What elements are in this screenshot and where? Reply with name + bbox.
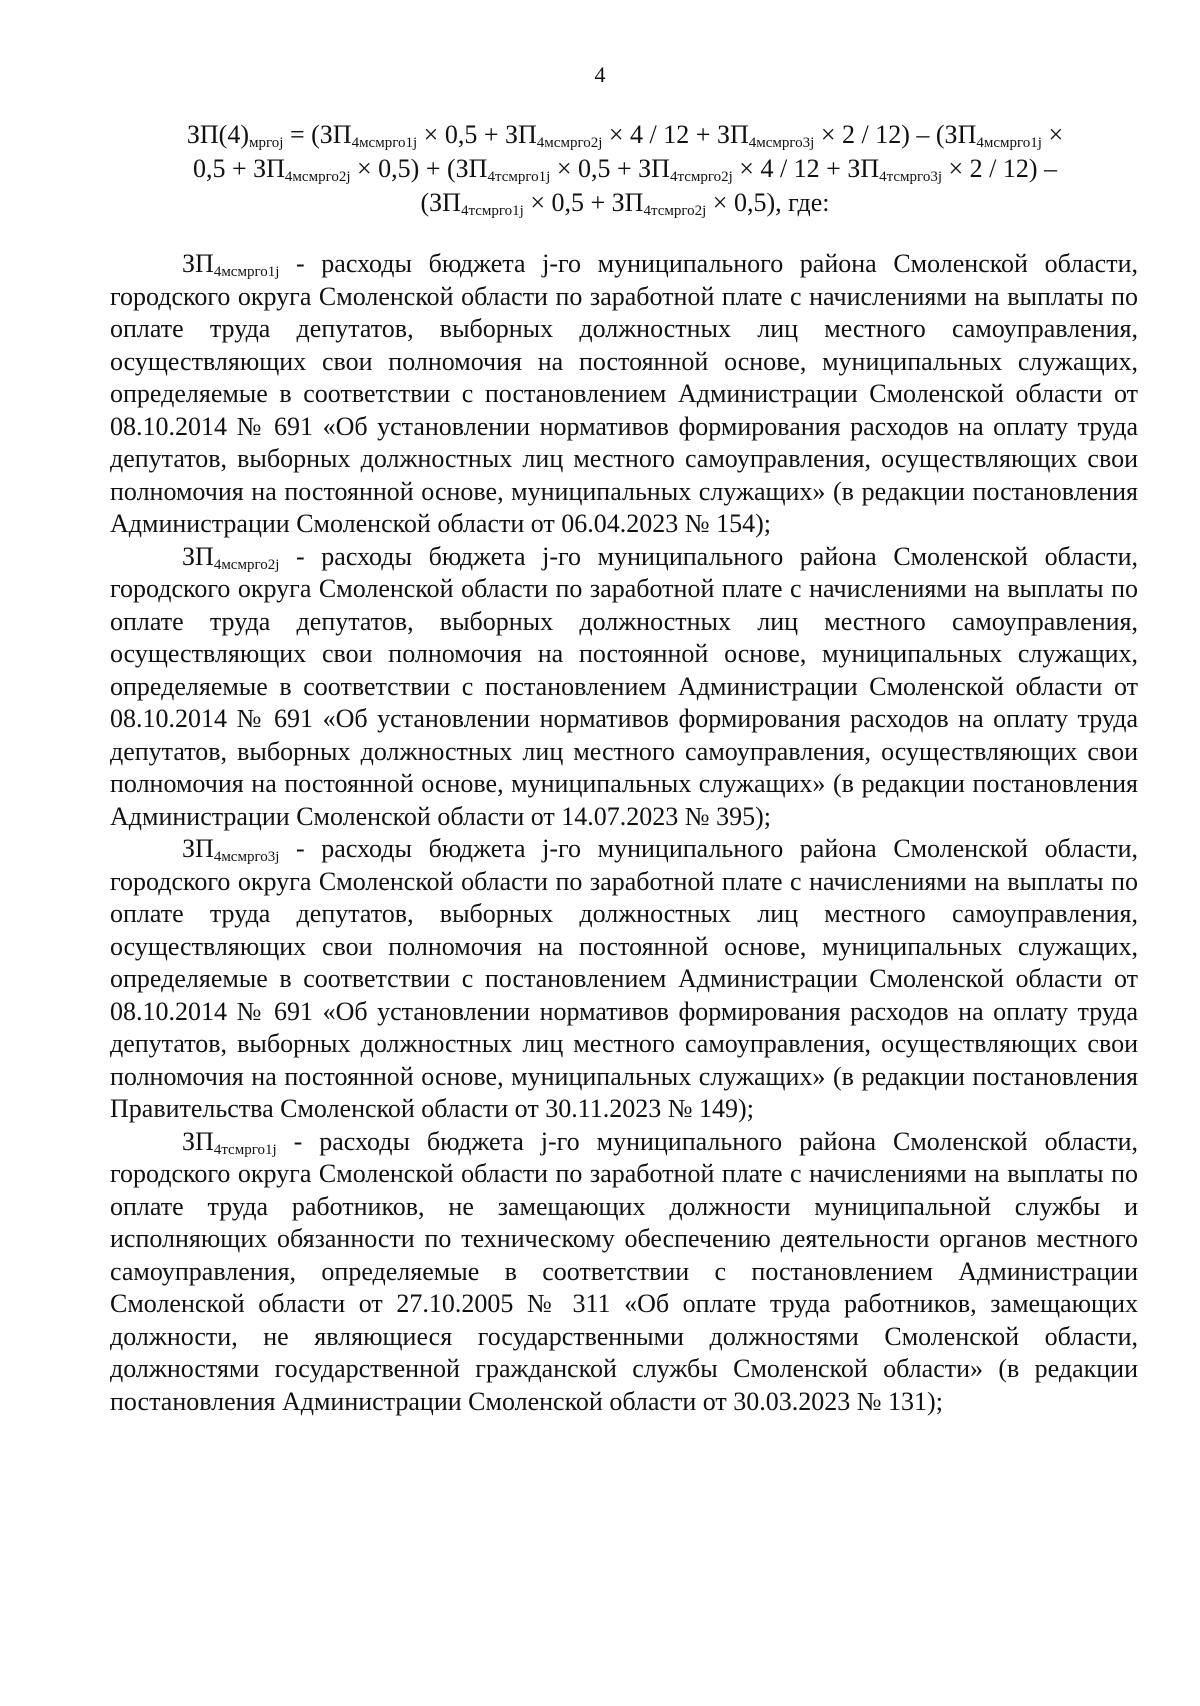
definition-text: - расходы бюджета j-го муниципального района Смоленской области, городского округа Смоленской области по заработной плате с начислениями на выплаты по оплате труда депутатов, выборных должностных лиц местного самоуправления, осуществляющих свои полномочия на постоянной основе, муниципальных служащих, определяемые в соответствии с постановлением Администрации Смоленской области от 08.10.2014 № 691 «Об установлении нормативов формирования расходов на оплату труда депутатов, выборных должностных лиц местного самоуправления, осуществляющих свои полномочия на постоянной основе, муниципальных служащих» (в редакции постановления Правительства Смоленской области от 30.11.2023 № 149); [110, 834, 1138, 1123]
formula-subscript: 4мсмрго2j [536, 135, 603, 151]
formula-line-1 [100, 118, 1150, 152]
formula-text: × 0,5), где: [706, 188, 830, 217]
definition-subscript: 4тсмрго1j [213, 1141, 277, 1158]
formula-text: × 0,5 + ЗП [417, 120, 537, 149]
formula-text: × 4 / 12 + ЗП [602, 120, 749, 149]
formula-subscript: 4тсмрго3j [879, 169, 942, 185]
definition-paragraph [110, 833, 1138, 1126]
definition-text: - расходы бюджета j-го муниципального района Смоленской области, городского округа Смоленской области по заработной плате с начислениями на выплаты по оплате труда депутатов, выборных должностных лиц местного самоуправления, осуществляющих свои полномочия на постоянной основе, муниципальных служащих, определяемые в соответствии с постановлением Администрации Смоленской области от 08.10.2014 № 691 «Об установлении нормативов формирования расходов на оплату труда депутатов, выборных должностных лиц местного самоуправления, осуществляющих свои полномочия на постоянной основе, муниципальных служащих» (в редакции постановления Администрации Смоленской области от 06.04.2023 № 154); [110, 249, 1138, 538]
formula-subscript: 4тсмрго1j [487, 169, 551, 185]
definition-paragraph [110, 1126, 1138, 1419]
formula-subscript: 4мсмрго1j [351, 135, 418, 151]
definition-paragraph [110, 541, 1138, 834]
formula-subscript: 4тсмрго1j [460, 203, 524, 219]
formula [100, 118, 1150, 220]
formula-text: × 2 / 12) – [942, 154, 1058, 183]
definition-subscript: 4мсмрго2j [213, 556, 280, 573]
formula-text: × 0,5) + (ЗП [350, 154, 488, 183]
definition-subscript: 4мсмрго3j [213, 849, 280, 865]
formula-subscript: 4мсмрго1j [976, 135, 1042, 151]
formula-subscript: 4тсмрго2j [669, 169, 733, 185]
definition-symbol: ЗП [182, 249, 214, 278]
formula-line-3 [100, 186, 1150, 220]
formula-text: 0,5 + ЗП [192, 154, 285, 183]
formula-subscript: 4мсмрго3j [748, 135, 815, 151]
formula-text: × 2 / 12) – (ЗП [814, 120, 977, 149]
definition-symbol: ЗП [182, 1126, 214, 1156]
formula-text: × 0,5 + ЗП [550, 154, 670, 183]
definition-text: - расходы бюджета j-го муниципального района Смоленской области, городского округа Смоленской области по заработной плате с начислениями на выплаты по оплате труда депутатов, выборных должностных лиц местного самоуправления, осуществляющих свои полномочия на постоянной основе, муниципальных служащих, определяемые в соответствии с постановлением Администрации Смоленской области от 08.10.2014 № 691 «Об установлении нормативов формирования расходов на оплату труда депутатов, выборных должностных лиц местного самоуправления, осуществляющих свои полномочия на постоянной основе, муниципальных служащих» (в редакции постановления Администрации Смоленской области от 14.07.2023 № 395); [110, 541, 1138, 831]
definition-subscript: 4мсмрго1j [213, 264, 280, 280]
definition-paragraph [110, 248, 1138, 541]
formula-subscript: 4мсмрго2j [284, 169, 351, 185]
formula-text: ЗП(4) [186, 120, 249, 149]
formula-text: × [1041, 120, 1064, 149]
page-number: 4 [594, 62, 606, 87]
definition-text: - расходы бюджета j-го муниципального района Смоленской области, городского округа Смоленской области по заработной плате с начислениями на выплаты по оплате труда работников, не замещающих должности муниципальной службы и исполняющих обязанности по техническому обеспечению деятельности органов местного самоуправления, определяемые в соответствии с постановлением Администрации Смоленской области от 27.10.2005 № 311 «Об оплате труда работников, замещающих должности, не являющиеся государственными должностями Смоленской области, должностями государственной гражданской службы Смоленской области» (в редакции постановления Администрации Смоленской области от 30.03.2023 № 131); [110, 1126, 1138, 1416]
document-body [110, 248, 1138, 1418]
formula-text: × 0,5 + ЗП [523, 188, 644, 217]
definition-symbol: ЗП [182, 834, 214, 863]
formula-subscript: 4тсмрго2j [643, 203, 707, 219]
formula-text: = (ЗП [283, 120, 352, 149]
formula-text: (ЗП [420, 188, 461, 217]
formula-text: × 4 / 12 + ЗП [732, 154, 880, 183]
definition-symbol: ЗП [182, 541, 214, 571]
formula-line-2 [100, 152, 1150, 186]
formula-subscript: мргоj [248, 135, 284, 151]
